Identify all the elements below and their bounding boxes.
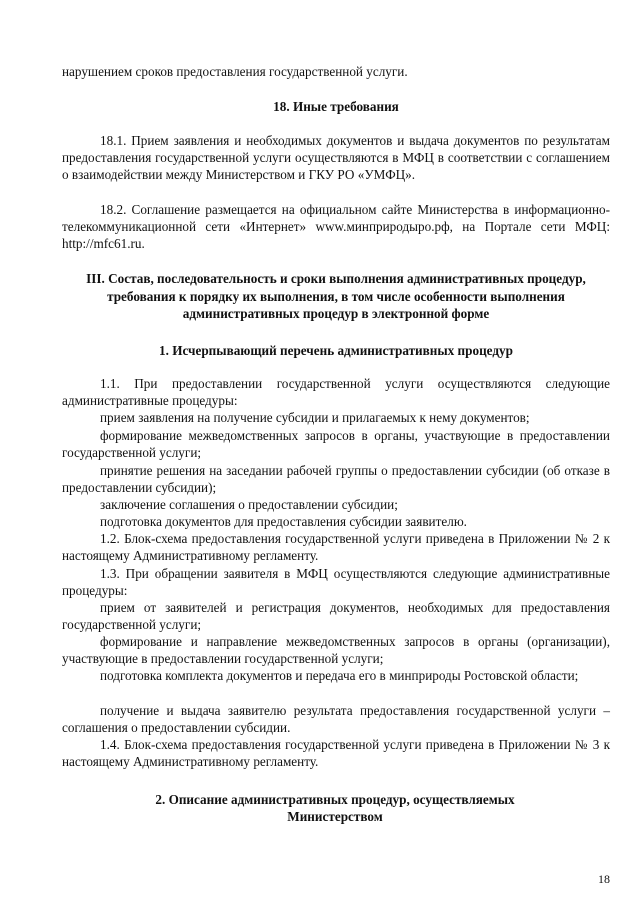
part-3-heading: III. Состав, последовательность и сроки выполнения административных процедур, требования к порядку их выполнения, в том числе особенности выполнения административных процедур в электронной форме [86,271,586,322]
section-18-heading: 18. Иные требования [273,99,399,114]
paragraph: подготовка комплекта документов и передача его в минприроды Ростовской области; [100,668,579,683]
subsection-1-heading: 1. Исчерпывающий перечень административных процедур [159,343,513,358]
paragraph: 1.4. Блок-схема предоставления государственной услуги приведена в Приложении № 3 к настоящему Административному регламенту. [62,737,610,770]
paragraph: подготовка документов для предоставления субсидии заявителю. [100,514,467,529]
paragraph-18-2: 18.2. Соглашение размещается на официальном сайте Министерства в информационно-телекоммуникационной сети «Интернет» www.минприродыро.рф, на Портале сети МФЦ: http://mfc61.ru. [62,202,610,252]
paragraph: формирование и направление межведомственных запросов в органы (организации), участвующие в предоставлении государственной услуги; [62,634,610,667]
paragraph: прием от заявителей и регистрация документов, необходимых для предоставления государственной услуги; [62,600,610,633]
page-number: 18 [598,872,610,886]
subsection-2-heading: 2. Описание административных процедур, осуществляемых Министерством [155,792,515,825]
paragraph: прием заявления на получение субсидии и прилагаемых к нему документов; [100,410,530,425]
paragraph-18-1: 18.1. Прием заявления и необходимых документов и выдача документов по результатам предоставления государственной услуги осуществляются в МФЦ в соответствии с соглашением о взаимодействии между Министерством и ГКУ РО «УМФЦ». [62,133,610,183]
paragraph: 1.3. При обращении заявителя в МФЦ осуществляются следующие административные процедуры: [62,566,610,599]
paragraph: принятие решения на заседании рабочей группы о предоставлении субсидии (об отказе в предоставлении субсидии); [62,463,610,496]
paragraph: 1.2. Блок-схема предоставления государственной услуги приведена в Приложении № 2 к настоящему Административному регламенту. [62,531,610,564]
lead-line: нарушением сроков предоставления государственной услуги. [62,64,408,79]
paragraph: формирование межведомственных запросов в органы, участвующие в предоставлении государственной услуги; [62,428,610,461]
paragraph: 1.1. При предоставлении государственной услуги осуществляются следующие административные процедуры: [62,376,610,409]
paragraph: получение и выдача заявителю результата предоставления государственной услуги – соглашения о предоставлении субсидии. [62,703,610,736]
paragraph: заключение соглашения о предоставлении субсидии; [100,497,398,512]
